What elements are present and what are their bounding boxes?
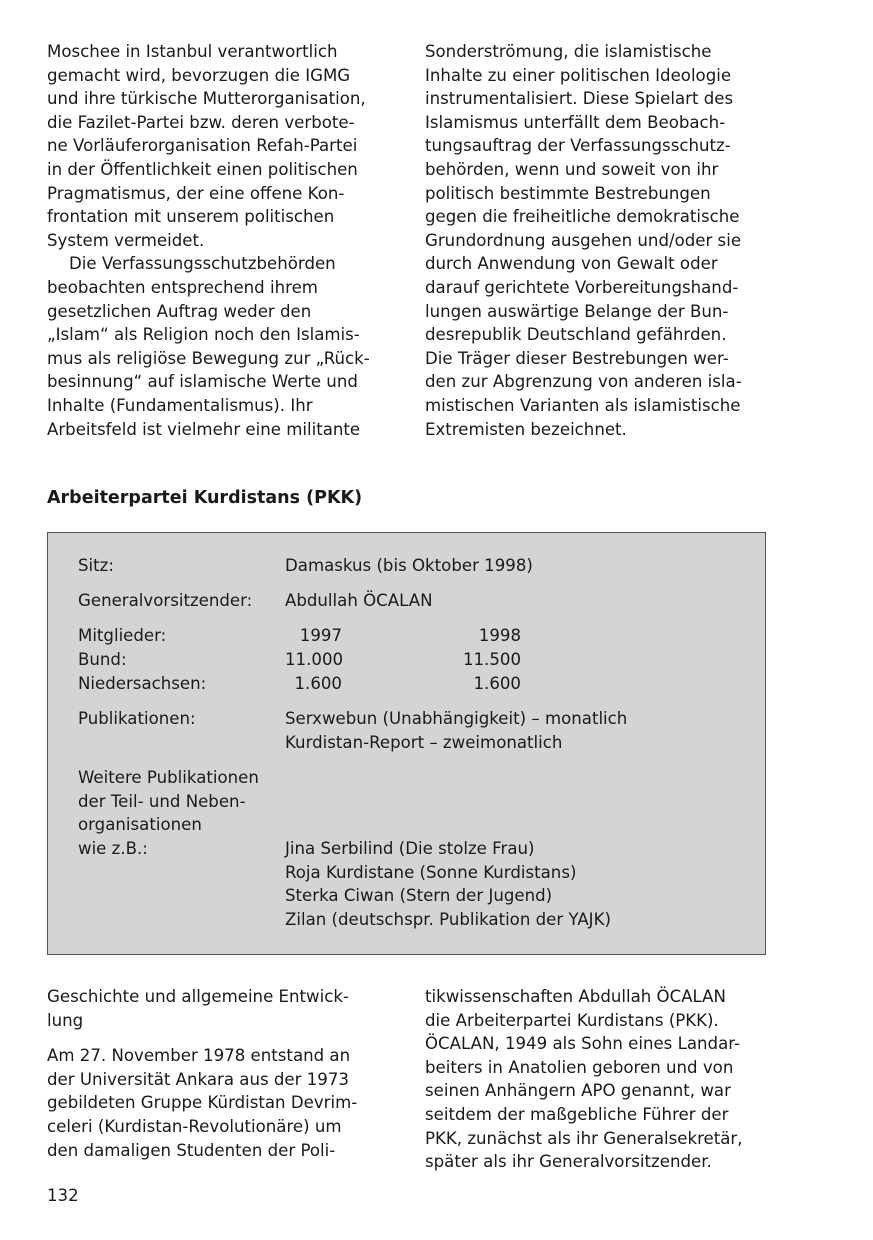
text-line: System vermeidet. — [47, 230, 205, 250]
text-line: darauf gerichtete Vorbereitungshand- — [425, 277, 739, 297]
niedersachsen-label: Niedersachsen: — [78, 674, 207, 693]
text-line: tikwissenschaften Abdullah ÖCALAN — [425, 987, 726, 1006]
bund-1998-value: 11.500 — [462, 650, 521, 669]
text-line: instrumentalisiert. Diese Spielart des — [425, 89, 734, 109]
text-line: Sonderströmung, die islamistische — [425, 42, 712, 61]
further-publication-item: Sterka Ciwan (Stern der Jugend) — [285, 886, 553, 905]
text-line: tungsauftrag der Verfassungsschutz- — [425, 136, 731, 156]
text-line: Islamismus unterfällt dem Beobach- — [425, 112, 726, 132]
text-line: beobachten entsprechend ihrem — [47, 277, 318, 297]
text-line: Arbeitsfeld ist vielmehr eine militante — [47, 419, 361, 439]
text-line: seinen Anhängern APO genannt, war — [425, 1081, 731, 1101]
publication-item: Kurdistan-Report – zweimonatlich — [285, 733, 563, 752]
text-line: frontation mit unserem politischen — [47, 207, 335, 227]
further-publications-label: der Teil- und Neben- — [78, 792, 246, 811]
text-line: PKK, zunächst als ihr Generalsekretär, — [425, 1128, 743, 1148]
text-line: mistischen Varianten als islamistische — [425, 395, 741, 415]
text-line: mus als religiöse Bewegung zur „Rück- — [47, 348, 370, 368]
chair-label: Generalvorsitzender: — [78, 591, 253, 610]
text-line: in der Öffentlichkeit einen politischen — [47, 159, 358, 179]
subsection-heading: lung — [47, 1010, 84, 1030]
text-line: Inhalte (Fundamentalismus). Ihr — [47, 395, 313, 415]
text-line: Moschee in Istanbul verantwortlich — [47, 42, 338, 61]
text-line: ne Vorläuferorganisation Refah-Partei — [47, 136, 358, 156]
text-line: Inhalte zu einer politischen Ideologie — [425, 65, 732, 85]
year-1998-header: 1998 — [478, 626, 521, 645]
text-line: Pragmatismus, der eine offene Kon- — [47, 183, 345, 203]
text-line: Die Träger dieser Bestrebungen wer- — [425, 348, 729, 368]
text-line: gebildeten Gruppe Kürdistan Devrim- — [47, 1093, 358, 1113]
text-line: den damaligen Studenten der Poli- — [47, 1140, 336, 1160]
bund-label: Bund: — [78, 650, 127, 669]
further-publication-item: Jina Serbilind (Die stolze Frau) — [285, 839, 535, 858]
text-line: gesetzlichen Auftrag weder den — [47, 301, 312, 321]
text-line: „Islam“ als Religion noch den Islamis- — [47, 325, 360, 345]
bottom-right-column — [425, 985, 775, 1174]
subsection-heading: Geschichte und allgemeine Entwick- — [47, 987, 349, 1006]
page-number: 132 — [47, 1186, 79, 1205]
text-line: Grundordnung ausgehen und/oder sie — [425, 230, 742, 250]
section-heading: Arbeiterpartei Kurdistans (PKK) — [47, 488, 363, 508]
further-publication-item: Zilan (deutschspr. Publikation der YAJK) — [285, 910, 611, 929]
text-line: seitdem der maßgebliche Führer der — [425, 1104, 729, 1124]
text-line: Die Verfassungsschutzbehörden — [69, 254, 336, 274]
year-1997-header: 1997 — [299, 626, 342, 645]
further-publication-item: Roja Kurdistane (Sonne Kurdistans) — [285, 863, 577, 882]
niedersachsen-1998-value: 1.600 — [473, 674, 521, 693]
text-line: beiters in Anatolien geboren und von — [425, 1057, 734, 1077]
sitz-value: Damaskus (bis Oktober 1998) — [285, 556, 533, 575]
text-line: durch Anwendung von Gewalt oder — [425, 254, 718, 274]
chair-value: Abdullah ÖCALAN — [285, 591, 433, 610]
text-line: Am 27. November 1978 entstand an — [47, 1046, 351, 1066]
text-line: celeri (Kurdistan-Revolutionäre) um — [47, 1116, 342, 1136]
text-line: lungen auswärtige Belange der Bun- — [425, 301, 729, 321]
further-publications-label: Weitere Publikationen — [78, 768, 259, 787]
niedersachsen-1997-value: 1.600 — [294, 674, 342, 693]
sitz-label: Sitz: — [78, 556, 114, 575]
bund-1997-value: 11.000 — [285, 650, 344, 669]
members-label: Mitglieder: — [78, 626, 167, 645]
text-line: behörden, wenn und soweit von ihr — [425, 159, 719, 179]
publications-label: Publikationen: — [78, 709, 196, 728]
text-line: den zur Abgrenzung von anderen isla- — [425, 372, 742, 392]
organization-info-box — [47, 532, 766, 955]
text-line: die Fazilet-Partei bzw. deren verbote- — [47, 112, 355, 132]
further-publications-label: organisationen — [78, 815, 202, 834]
text-line: der Universität Ankara aus der 1973 — [47, 1069, 349, 1089]
bottom-left-column — [47, 985, 397, 1162]
text-line: Extremisten bezeichnet. — [425, 419, 627, 439]
text-line: gemacht wird, bevorzugen die IGMG — [47, 65, 351, 85]
top-right-column — [425, 40, 775, 441]
text-line: die Arbeiterpartei Kurdistans (PKK). — [425, 1010, 719, 1030]
text-line: ÖCALAN, 1949 als Sohn eines Landar- — [425, 1034, 740, 1054]
text-line: und ihre türkische Mutterorganisation, — [47, 89, 366, 109]
text-line: desrepublik Deutschland gefährden. — [425, 325, 727, 345]
text-line: besinnung“ auf islamische Werte und — [47, 372, 358, 392]
further-publications-label: wie z.B.: — [78, 839, 148, 858]
text-line: später als ihr Generalvorsitzender. — [425, 1152, 712, 1172]
top-left-column — [47, 40, 397, 441]
publication-item: Serxwebun (Unabhängigkeit) – monatlich — [285, 709, 628, 728]
text-line: politisch bestimmte Bestrebungen — [425, 183, 711, 203]
text-line: gegen die freiheitliche demokratische — [425, 207, 740, 227]
